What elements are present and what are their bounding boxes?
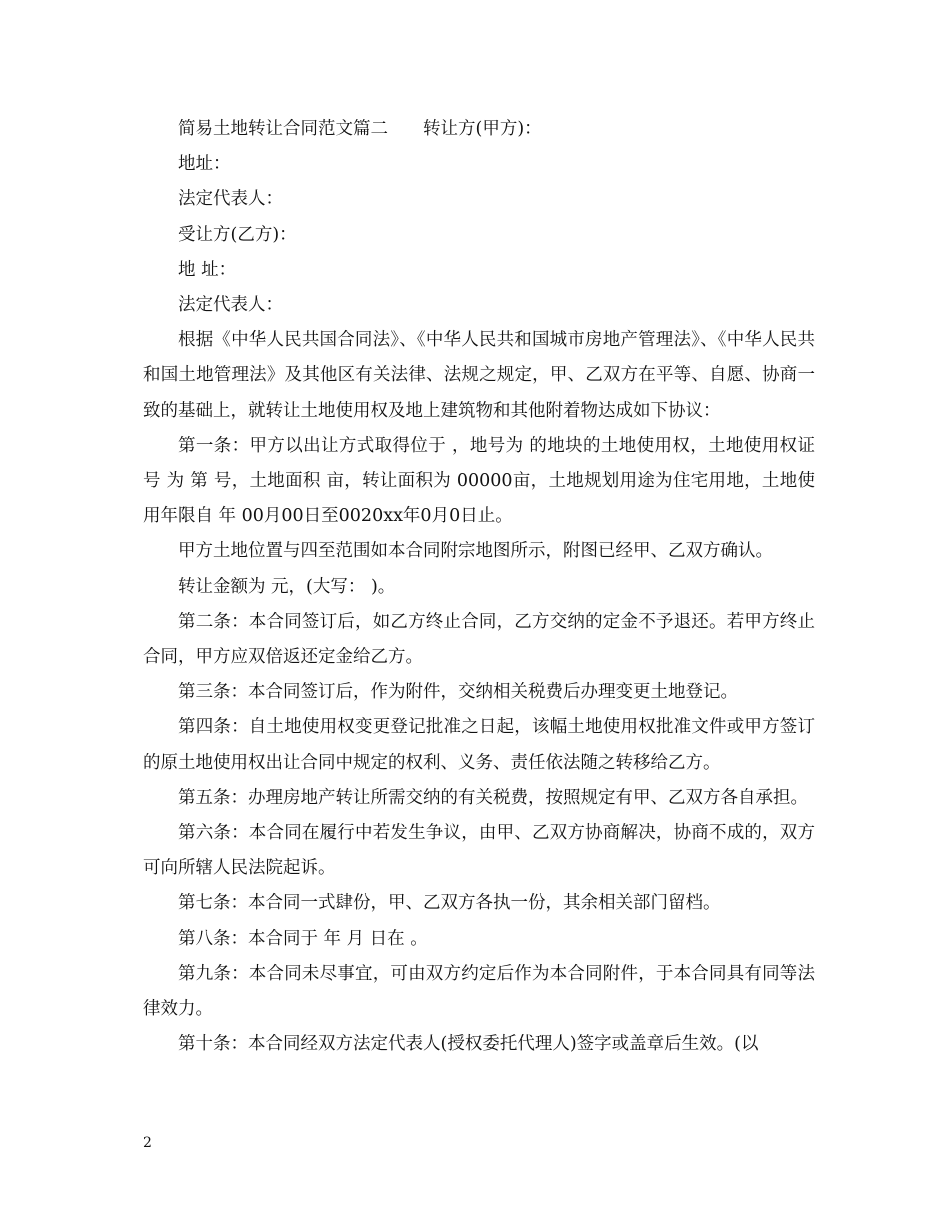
paragraph-article-4: 第四条：自土地使用权变更登记批准之日起，该幅土地使用权批准文件或甲方签订的原土地使用权出让合同中规定的权利、义务、责任依法随之转移给乙方。 — [143, 717, 815, 773]
paragraph-article-1: 第一条：甲方以出让方式取得位于 ，地号为 的地块的土地使用权，土地使用权证号 为 第 号，土地面积 亩，转让面积为 00000亩，土地规划用途为住宅用地，土地使用年限自 年 00月00日至0020xx年0月0日止。 — [143, 435, 815, 527]
paragraph-transferee: 受让方(乙方)： — [178, 224, 297, 245]
paragraph-title: 简易土地转让合同范文篇二 转让方(甲方)： — [178, 119, 542, 139]
paragraph-transfer-amount: 转让金额为 元，(大写： )。 — [178, 576, 396, 597]
paragraph-transferee-address: 地 址： — [178, 259, 237, 280]
paragraph-article-8: 第八条：本合同于 年 月 日在 。 — [178, 928, 428, 949]
paragraph-transferor-representative: 法定代表人： — [178, 189, 283, 210]
paragraph-transferor-address: 地址： — [178, 154, 231, 175]
paragraph-transferee-representative: 法定代表人： — [178, 295, 283, 316]
paragraph-article-7: 第七条：本合同一式肆份，甲、乙双方各执一份，其余相关部门留档。 — [178, 893, 721, 914]
paragraph-legal-basis: 根据《中华人民共国合同法》、《中华人民共和国城市房地产管理法》、《中华人民共和国土地管理法》及其他区有关法律、法规之规定，甲、乙双方在平等、自愿、协商一致的基础上，就转让土地使用权及地上建筑物和其他附着物达成如下协议： — [143, 330, 815, 421]
paragraph-land-location: 甲方土地位置与四至范围如本合同附宗地图所示，附图已经甲、乙双方确认。 — [178, 541, 773, 562]
paragraph-article-6: 第六条：本合同在履行中若发生争议，由甲、乙双方协商解决，协商不成的，双方可向所辖人民法院起诉。 — [143, 823, 815, 879]
paragraph-article-2: 第二条：本合同签订后，如乙方终止合同，乙方交纳的定金不予退还。若甲方终止合同，甲方应双倍返还定金给乙方。 — [143, 611, 815, 668]
paragraph-article-3: 第三条：本合同签订后，作为附件，交纳相关税费后办理变更土地登记。 — [178, 682, 738, 703]
page-number: 2 — [143, 1135, 152, 1151]
paragraph-article-10: 第十条：本合同经双方法定代表人(授权委托代理人)签字或盖章后生效。(以 — [178, 1034, 759, 1055]
paragraph-article-9: 第九条：本合同未尽事宜，可由双方约定后作为本合同附件，于本合同具有同等法律效力。 — [143, 963, 815, 1020]
paragraph-article-5: 第五条：办理房地产转让所需交纳的有关税费，按照规定有甲、乙双方各自承担。 — [178, 787, 808, 808]
document-body — [143, 112, 815, 1062]
